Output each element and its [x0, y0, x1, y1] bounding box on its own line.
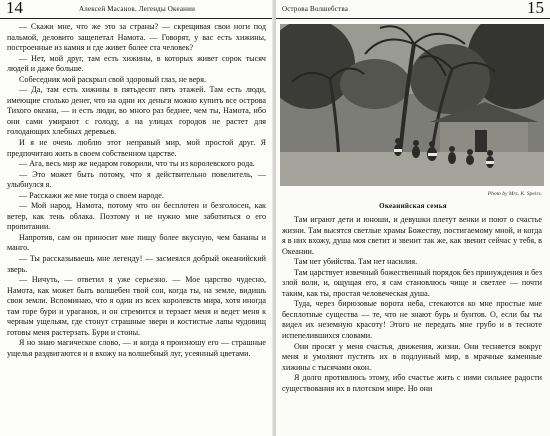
page-number: 15: [527, 0, 544, 17]
right-page-body: [282, 215, 542, 394]
paragraph: — Скажи мне, что же это за страны? — скрещивая свои ноги под пальмой, деловито защепетал Намота. — Говорят, у вас есть хижины, построенные из камня и где живет более ста человек?: [7, 22, 266, 53]
paragraph: Я долго противлюсь этому, ибо счастье жить с ними сильнее радости существования их в плотском мире. Но они: [282, 373, 542, 393]
paragraph: И я не очень люблю этот неправый мир, мой простой друг. Я предпочитаю жить в своем собственном царстве.: [7, 138, 266, 158]
running-head: Алексей Масанов. Легенды Океании: [78, 5, 196, 13]
paragraph: Я но знаю магическое слово, — и когда я произношу его — страшные ущелья раздвигаются и я вхожу на волшебный луг, усеянный цветами.: [7, 338, 266, 358]
paragraph: — Да, там есть хижины в пятьдесят пять этажей. Там есть люди, имеющие столько денег, что на одни их деньги можно купить все острова Тихого океана, — и есть люди, во много раз беднее, чем ты, Намота, ибо они сами умирают с голоду, а на улицах городов не растет для голодающих хлебных деревьев.: [7, 85, 266, 137]
paragraph: Там играют дети и юноши, и девушки плетут венки и поют о счастье жизни. Там высятся светлые храмы Божеству, постигаемому мной, и когда я в них вхожу, душа моя светит и звенит так же, как звенит сейчас у тебя, в Океании.: [282, 215, 542, 256]
paragraph: Напротив, сам он приносит мне пищу более вкусную, чем бананы и манго.: [7, 232, 266, 253]
paragraph: — Ага, весь мир же недаром говорили, что ты из королевского рода.: [19, 159, 255, 169]
running-head: Острова Волшебства: [282, 5, 349, 13]
paragraph: Туда, через бирюзовые ворота неба, стекаются ко мне простые мне бесплотные существа — те, что не знают бурь и бунтов. О, если бы ты видел их неземную красоту! Этого не передать мне грубо и в тесноте испепелившихся словами.: [282, 299, 542, 341]
paragraph: — Ты рассказываешь мне легенду! — засмеялся добрый океанийский зверь.: [7, 254, 266, 274]
paragraph: — Мой народ, Намота, потому что он бесплотен и безголосен, как ветер, как тень облака. Поэтому и не нужно мне заботиться о его пропитании.: [7, 201, 266, 232]
paragraph: Собеседник мой раскрыл свой здоровый глаз, не веря.: [19, 74, 206, 84]
right-page: [276, 0, 550, 436]
left-page-header: [0, 1, 274, 19]
paragraph: Они просят у меня счастья, движения, жизни. Они тесняется вокруг меня и умоляют пустить их в подлунный мир, в мрачные каменные хижины с тысячами окон.: [282, 341, 542, 372]
photo-caption: Океанийская семья: [379, 202, 447, 210]
paragraph: — Ничуть, — ответил я уже серьезно. — Мое царство чудесно, Намота, как может быть волшебен твой сон, когда ты, на земле, видишь свои земли. Вспоминаю, что я один из всех королевств мира, хотя иногда там горе бури и ураганов, и он стремится и терзает меня и ведет меня к черным ущельям, где стонут страшные звери и костистые лапы чудовищ готовы меня растерзать. Бури и стоны.: [7, 275, 266, 337]
paragraph: — Расскажи же мне тогда о своем народе.: [19, 190, 164, 200]
paragraph: Там нет убийства. Там нет насилия.: [294, 257, 418, 267]
right-page-header: [276, 1, 550, 19]
paragraph: Там царствует извечный божественный порядок без принуждения и без злой воли, и, ощущая его, я сам становлюсь чище и светлее — почти таким, как ты, простая человеческая душа.: [282, 267, 542, 298]
paragraph: — Нет, мой друг, там есть хижины, в которых живет сорок тысяч людей и даже больше.: [7, 53, 266, 74]
left-page-body: [7, 22, 266, 360]
paragraph: — Это может быть потому, что я действительно повелитель, — улыбнулся я.: [7, 169, 266, 190]
photo-credit: Photo by Mrs. K. Speirs.: [487, 191, 542, 197]
left-page: [0, 0, 274, 436]
page-number: 14: [6, 0, 23, 17]
village-photo: [280, 24, 544, 186]
